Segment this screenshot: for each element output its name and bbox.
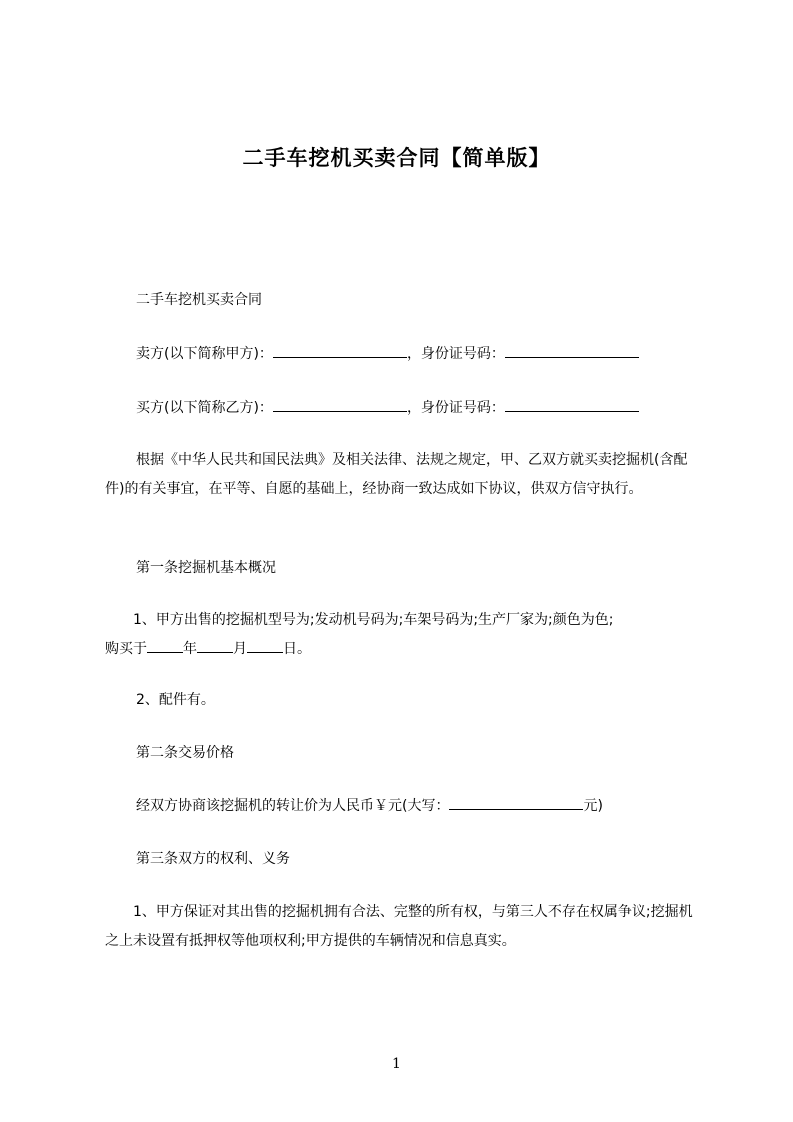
day-blank: [247, 637, 283, 653]
article-3-heading: 第三条双方的权利、义务: [136, 851, 290, 867]
price-uppercase-blank: [449, 794, 583, 810]
seller-name-blank: [273, 342, 407, 358]
buyer-label: 买方(以下简称乙方)：: [136, 400, 273, 416]
purchase-date-line: [105, 635, 695, 664]
buyer-id-label: ，身份证号码：: [406, 400, 505, 416]
page-number: 1: [392, 1056, 401, 1072]
seller-id-blank: [505, 342, 639, 358]
buyer-line: [105, 394, 695, 423]
month-blank: [197, 637, 233, 653]
buyer-name-blank: [273, 396, 407, 412]
year-blank: [147, 637, 183, 653]
intro-paragraph: 根据《中华人民共和国民法典》及相关法律、法规之规定，甲、乙双方就买卖挖掘机(含配件)的有关事宜，在平等、自愿的基础上，经协商一致达成如下协议，供双方信守执行。: [105, 452, 688, 497]
article-1-item-1: 1、甲方出售的挖掘机型号为;发动机号码为;车架号码为;生产厂家为;颜色为色;: [133, 612, 614, 628]
article-2-heading: 第二条交易价格: [136, 745, 234, 761]
purchase-date-prefix: 购买于: [105, 641, 147, 657]
year-unit: 年: [183, 641, 197, 657]
buyer-id-blank: [505, 396, 639, 412]
seller-line: [105, 340, 695, 369]
seller-label: 卖方(以下简称甲方)：: [136, 346, 273, 362]
price-suffix: 元): [583, 798, 603, 814]
contract-subtitle: 二手车挖机买卖合同: [136, 292, 262, 308]
month-unit: 月: [233, 641, 247, 657]
price-text: 经双方协商该挖掘机的转让价为人民币￥元(大写：: [136, 798, 450, 814]
article-1-item-2: 2、配件有。: [136, 692, 215, 708]
day-unit: 日。: [283, 641, 311, 657]
price-line: [105, 792, 695, 821]
article-3-item-1: 1、甲方保证对其出售的挖掘机拥有合法、完整的所有权，与第三人不存在权属争议;挖掘机之上未设置有抵押权等他项权利;甲方提供的车辆情况和信息真实。: [105, 904, 693, 949]
article-1-heading: 第一条挖掘机基本概况: [136, 560, 276, 576]
document-title: 二手车挖机买卖合同【简单版】: [242, 146, 551, 170]
seller-id-label: ，身份证号码：: [406, 346, 505, 362]
